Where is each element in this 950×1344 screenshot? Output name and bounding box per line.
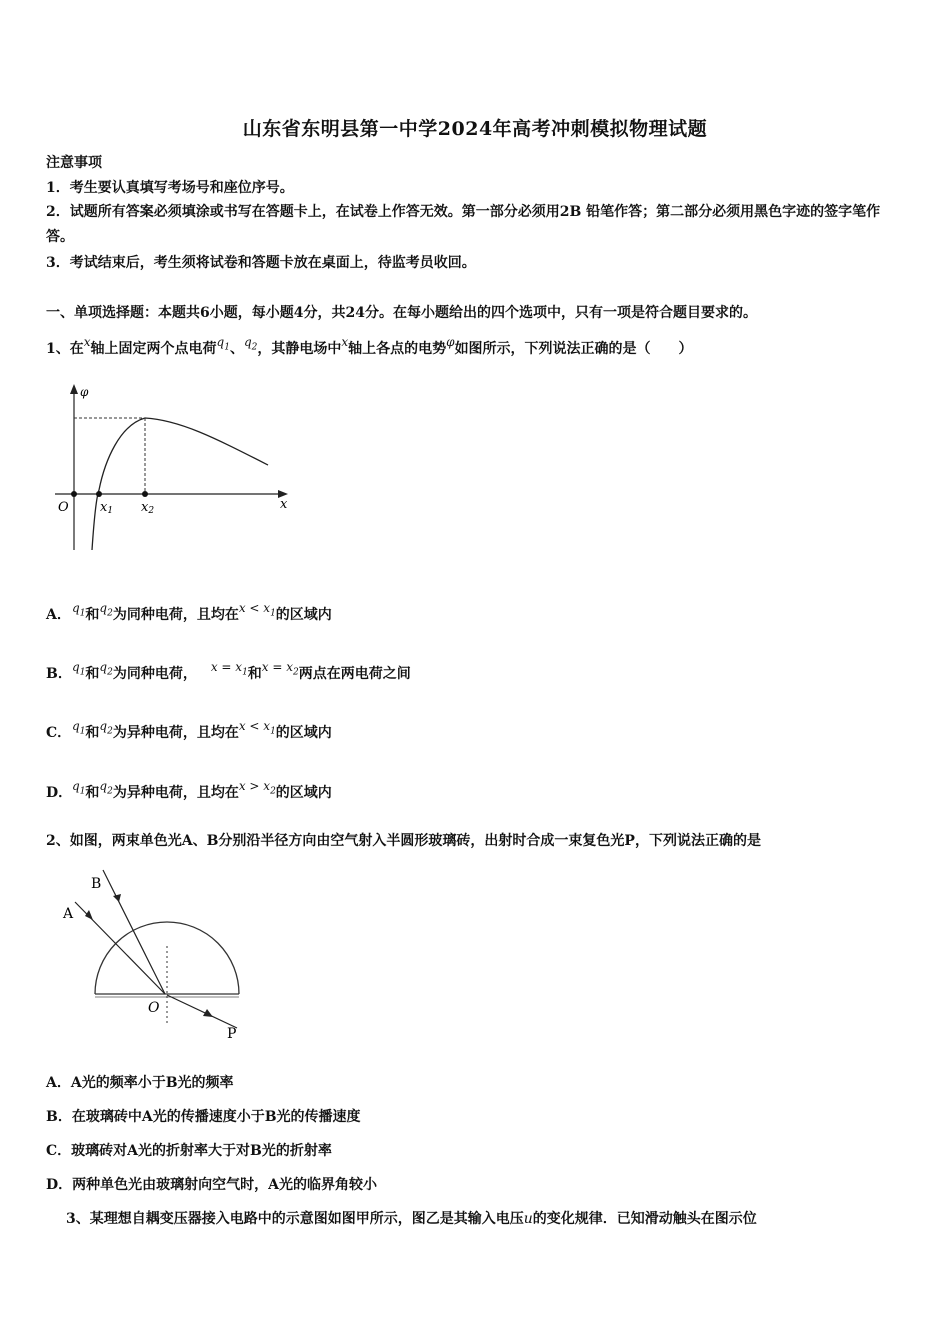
origin-label: O — [58, 500, 69, 515]
q2-option-d[interactable]: D．两种单色光由玻璃射向空气时，A光的临界角较小 — [46, 1177, 378, 1193]
semicircle-arc — [95, 922, 239, 994]
label-b: B — [91, 876, 102, 892]
question-2-stem: 2、如图，两束单色光A、B分别沿半径方向由空气射入半圆形玻璃砖，出射时合成一束复色光P，下列说法正确的是 — [46, 833, 761, 849]
section-heading: 一、单项选择题：本题共6小题，每小题4分，共24分。在每小题给出的四个选项中，只有一项是符合题目要求的。 — [46, 305, 757, 321]
x2-label: x2 — [141, 500, 155, 516]
q1-option-d[interactable]: D．$q_1$和$q_2$为异种电荷，且均在$x > x_2$的区域内 — [46, 779, 332, 801]
x-axis-label: x — [280, 497, 288, 512]
q2-option-c[interactable]: C．玻璃砖对A光的折射率大于对B光的折射率 — [46, 1143, 332, 1159]
potential-graph — [50, 380, 300, 550]
label-a: A — [63, 906, 74, 922]
x1-point — [96, 491, 102, 497]
label-p: P — [227, 1026, 237, 1042]
notice-heading: 注意事项 — [46, 155, 102, 171]
ray-a-arrow-icon — [85, 910, 93, 920]
ray-b-arrow-icon — [113, 894, 121, 902]
page-title: 山东省东明县第一中学2024年高考冲刺模拟物理试题 — [242, 118, 708, 140]
origin-point — [71, 491, 77, 497]
label-o: O — [148, 1000, 160, 1016]
q2-option-b[interactable]: B．在玻璃砖中A光的传播速度小于B光的传播速度 — [46, 1109, 361, 1125]
question-3-stem: 3、某理想自耦变压器接入电路中的示意图如图甲所示，图乙是其输入电压u的变化规律．已知滑动触头在图示位 — [66, 1211, 757, 1227]
notice-item-2: 2．试题所有答案必须填涂或书写在答题卡上，在试卷上作答无效。第一部分必须用2B 铅笔作答；第二部分必须用黑色字迹的签字笔作答。 — [46, 204, 881, 245]
ray-p — [167, 995, 237, 1028]
phi-axis-arrow-icon — [70, 384, 78, 394]
potential-curve — [92, 418, 268, 550]
q2-option-a[interactable]: A．A光的频率小于B光的频率 — [46, 1075, 234, 1091]
phi-label: φ — [80, 385, 89, 399]
semicircle-glass-figure — [55, 866, 255, 1046]
x2-point — [142, 491, 148, 497]
q1-option-a[interactable]: A．$q_1$和$q_2$为同种电荷，且均在$x < x_1$的区域内 — [46, 601, 332, 623]
q1-option-b[interactable]: B．$q_1$和$q_2$为同种电荷， $x = x_1$和$x = x_2$两点在两电荷之间 — [46, 660, 411, 682]
notice-item-3: 3．考试结束后，考生须将试卷和答题卡放在桌面上，待监考员收回。 — [46, 255, 476, 271]
q1-option-c[interactable]: C．$q_1$和$q_2$为异种电荷，且均在$x < x_1$的区域内 — [46, 719, 332, 741]
question-1-stem: 1、在x轴上固定两个点电荷$q_1$、$q_2$，其静电场中x轴上各点的电势φ如图所示，下列说法正确的是（ ） — [46, 335, 693, 357]
x1-label: x1 — [100, 500, 114, 516]
notice-item-1: 1．考生要认真填写考场号和座位序号。 — [46, 180, 294, 196]
ray-b — [103, 870, 165, 994]
